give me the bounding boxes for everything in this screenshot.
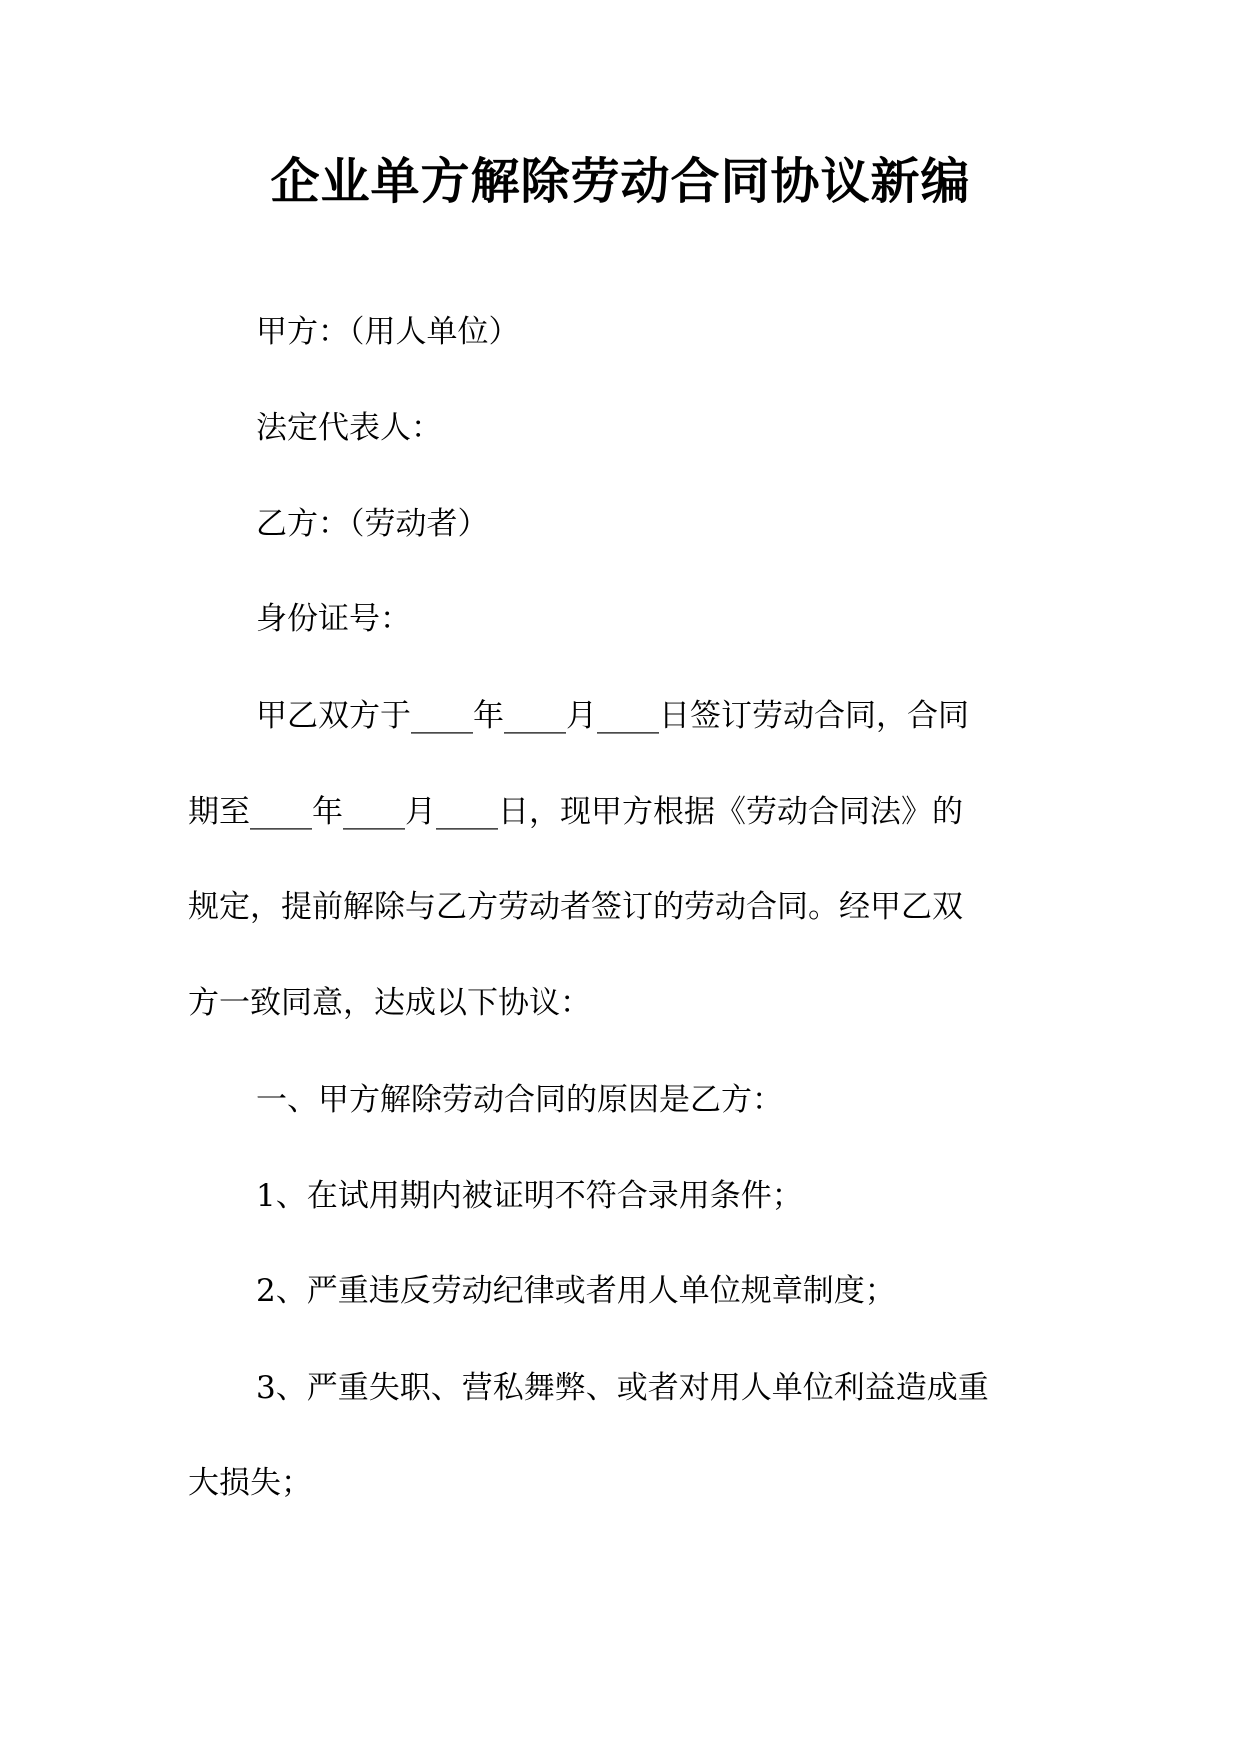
body-paragraph-line: 规定，提前解除与乙方劳动者签订的劳动合同。经甲乙双 bbox=[188, 889, 963, 925]
body-paragraph-line: 期至____年____月____日，现甲方根据《劳动合同法》的 bbox=[188, 794, 963, 830]
body-paragraph-line: 方一致同意，达成以下协议： bbox=[188, 985, 591, 1021]
legal-representative-line: 法定代表人： bbox=[256, 410, 442, 446]
document-title: 企业单方解除劳动合同协议新编 bbox=[270, 153, 971, 210]
clause-2: 2、严重违反劳动纪律或者用人单位规章制度； bbox=[256, 1273, 896, 1309]
clause-1: 1、在试用期内被证明不符合录用条件； bbox=[256, 1178, 803, 1214]
clause-3: 3、严重失职、营私舞弊、或者对用人单位利益造成重 bbox=[256, 1370, 989, 1406]
id-number-line: 身份证号： bbox=[256, 601, 411, 637]
clause-3-continued: 大损失； bbox=[188, 1465, 312, 1501]
body-paragraph-line: 甲乙双方于____年____月____日签订劳动合同，合同 bbox=[256, 698, 969, 734]
party-b-line: 乙方：（劳动者） bbox=[256, 506, 489, 542]
party-a-line: 甲方：（用人单位） bbox=[256, 314, 520, 350]
section-heading-1: 一、甲方解除劳动合同的原因是乙方： bbox=[256, 1082, 783, 1118]
